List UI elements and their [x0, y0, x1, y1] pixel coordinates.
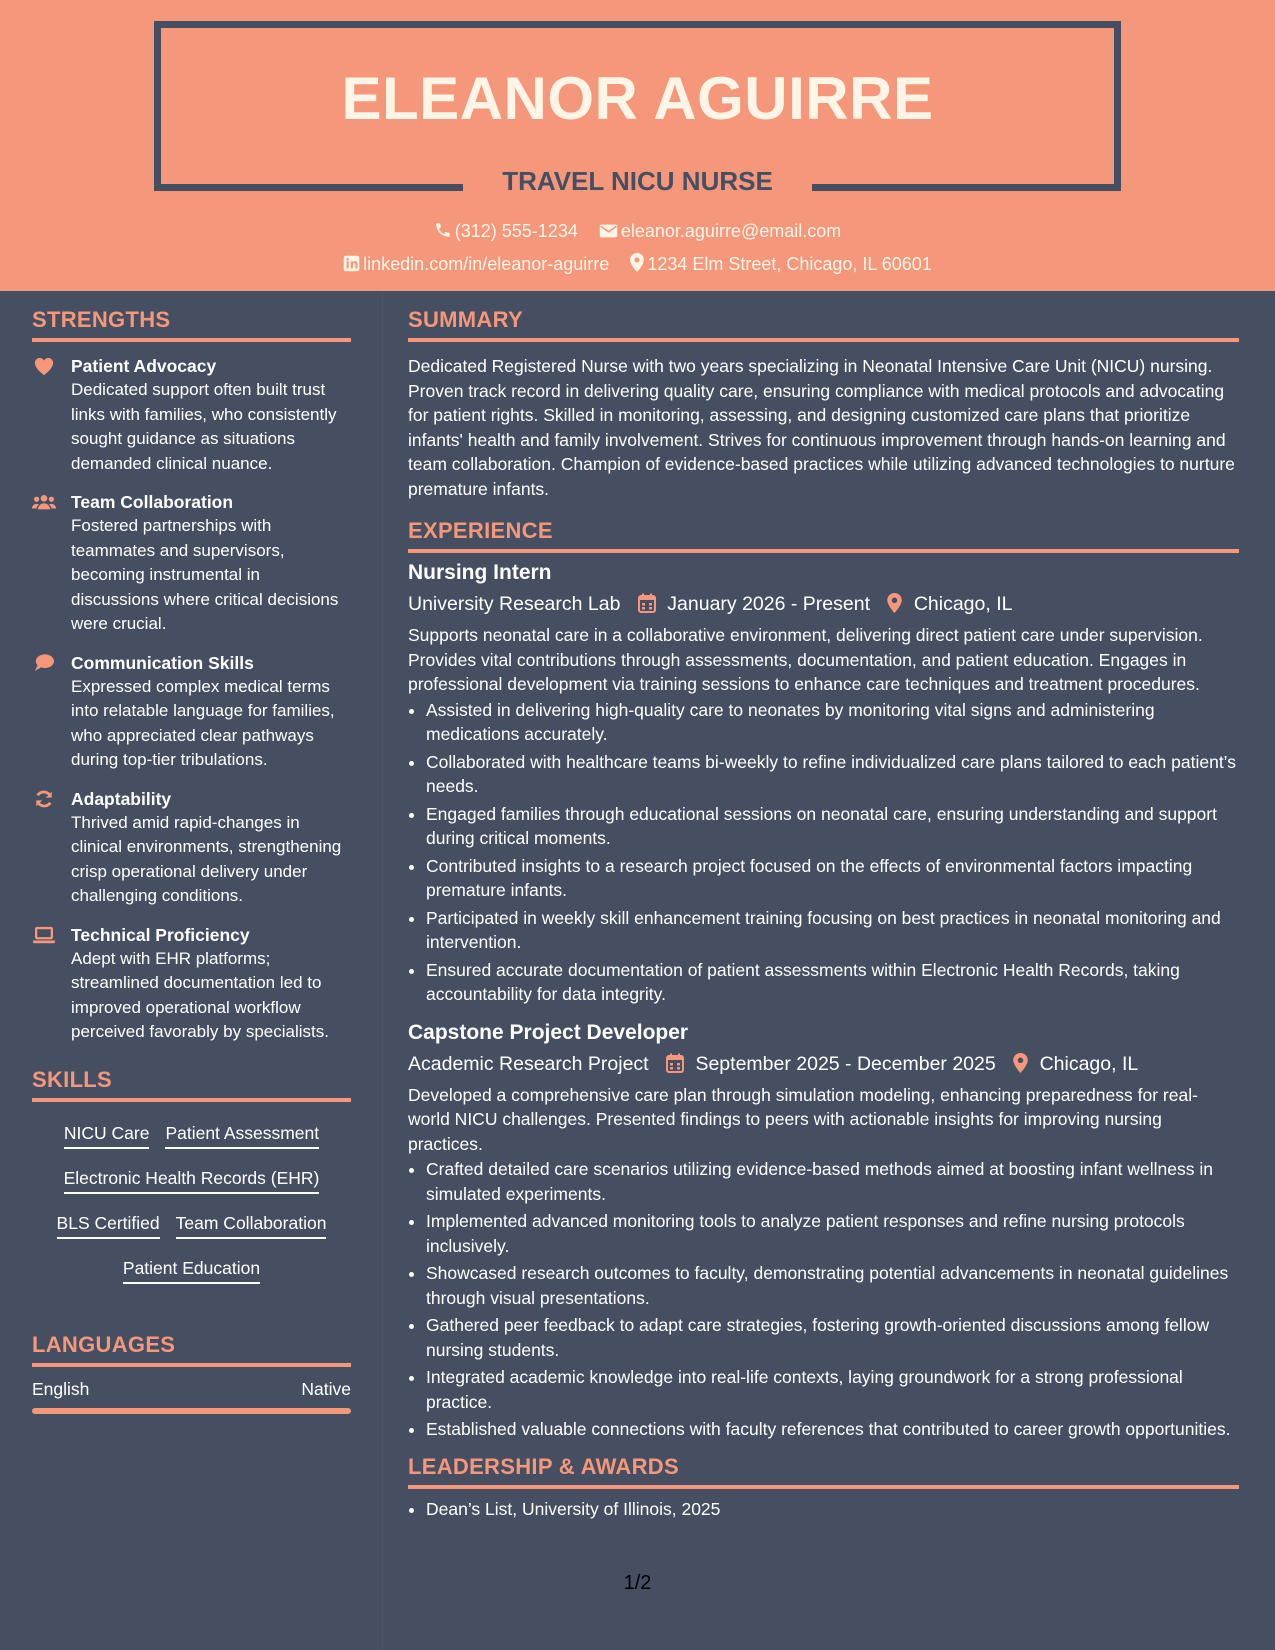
job-bullet: • Established valuable connections with faculty references that contributed to career growth opportunities. [426, 1417, 1239, 1442]
linkedin-icon [343, 255, 360, 272]
strength-item [32, 923, 351, 1045]
strength-item [32, 787, 351, 909]
job-bullet: • Ensured accurate documentation of patient assessments within Electronic Health Records, taking accountability for data integrity. [426, 958, 1239, 1007]
summary-heading: SUMMARY [408, 307, 1239, 342]
skill-tag: Electronic Health Records (EHR) [64, 1165, 320, 1194]
job-bullet: • Implemented advanced monitoring tools to analyze patient responses and refine nursing protocols inclusively. [426, 1209, 1239, 1258]
job-bullet: • Assisted in delivering high-quality care to neonates by monitoring vital signs and administering medications accurately. [426, 698, 1239, 747]
contact-row-2 [0, 253, 1275, 275]
job-bullet: • Engaged families through educational sessions on neonatal care, ensuring understanding and support during critical moments. [426, 802, 1239, 851]
calendar-icon [666, 1053, 684, 1073]
candidate-name: ELEANOR AGUIRRE [341, 65, 934, 132]
job-bullet: • Gathered peer feedback to adapt care strategies, fostering growth-oriented discussions among fellow nursing students. [426, 1313, 1239, 1362]
resume-header [0, 0, 1275, 291]
languages-heading: LANGUAGES [32, 1332, 351, 1367]
address-contact [630, 253, 932, 275]
job-org: University Research Lab [408, 593, 621, 615]
job-dates: January 2026 - Present [667, 593, 870, 615]
strength-item [32, 651, 351, 773]
map-pin-icon [1013, 1053, 1028, 1073]
strength-item [32, 490, 351, 637]
strength-desc: Expressed complex medical terms into relatable language for families, who appreciated clear pathways during top-tier tribulations. [71, 676, 335, 769]
experience-section [408, 518, 1239, 1442]
phone-icon [434, 221, 452, 239]
page-number: 1/2 [623, 1572, 652, 1594]
languages-section [32, 1332, 351, 1414]
job-location: Chicago, IL [1039, 1052, 1139, 1075]
skill-tag: NICU Care [64, 1120, 150, 1149]
strengths-heading: STRENGTHS [32, 307, 351, 342]
strength-item [32, 354, 351, 476]
job-org: Academic Research Project [408, 1052, 649, 1075]
strength-desc: Dedicated support often built trust links with families, who consistently sought guidance as situations demanded clinical nuance. [71, 380, 337, 473]
strength-desc: Fostered partnerships with teammates and supervisors, becoming instrumental in discussions where critical decisions were crucial. [71, 516, 339, 633]
map-pin-icon [630, 253, 644, 272]
strengths-section [32, 307, 351, 1045]
job-bullets [408, 698, 1239, 1007]
phone-text: (312) 555-1234 [454, 221, 578, 241]
leadership-section [408, 1454, 1239, 1522]
summary-text: Dedicated Registered Nurse with two years specializing in Neonatal Intensive Care Unit (NICU) nursing. Proven track record in delivering quality care, ensuring compliance with medical protocols and advocating for patient rights. Skilled in monitoring, assessing, and designing customized care plans that prioritize infants' health and family involvement. Strives for continuous improvement through hands-on learning and team collaboration. Champion of evidence-based practices while utilizing advanced technologies to nurture premature infants. [408, 356, 1235, 499]
users-icon [32, 492, 56, 512]
language-level: Native [301, 1378, 351, 1399]
skills-list [32, 1114, 351, 1300]
strength-title: Adaptability [71, 788, 172, 809]
job-role: Nursing Intern [408, 561, 552, 584]
experience-heading: EXPERIENCE [408, 518, 1239, 553]
right-column [408, 291, 1239, 1524]
leadership-list [408, 1497, 1239, 1522]
award-item: • Dean’s List, University of Illinois, 2025 [426, 1497, 1239, 1522]
speech-bubble-icon [32, 653, 56, 673]
phone-contact [434, 221, 578, 242]
job-bullet: • Contributed insights to a research project focused on the effects of environmental factors impacting premature infants. [426, 854, 1239, 903]
job-meta [408, 1049, 1239, 1079]
leadership-heading: LEADERSHIP & AWARDS [408, 1454, 1239, 1489]
envelope-icon [599, 223, 618, 239]
strength-desc: Thrived amid rapid-changes in clinical environments, strengthening crisp operational delivery under challenging conditions. [71, 812, 342, 905]
job-entry [408, 1019, 1239, 1442]
job-entry [408, 559, 1239, 1007]
skill-tag: Patient Assessment [165, 1120, 319, 1149]
language-name: English [32, 1378, 90, 1399]
email-contact[interactable] [599, 221, 841, 242]
left-column [32, 291, 351, 1414]
heart-icon [32, 356, 56, 376]
job-dates: September 2025 - December 2025 [695, 1052, 996, 1075]
job-location: Chicago, IL [913, 593, 1013, 615]
skill-tag: Team Collaboration [176, 1210, 327, 1239]
skill-tag: Patient Education [123, 1255, 260, 1284]
contact-row-1 [0, 221, 1275, 242]
job-bullet: • Collaborated with healthcare teams bi-weekly to refine individualized care plans tailored to each patient’s needs. [426, 750, 1239, 799]
column-divider [382, 291, 383, 1650]
email-text[interactable]: eleanor.aguirre@email.com [620, 221, 842, 241]
skill-tag: BLS Certified [57, 1210, 160, 1239]
strength-title: Technical Proficiency [71, 924, 250, 945]
refresh-icon [32, 789, 56, 809]
calendar-icon [638, 593, 656, 613]
laptop-icon [32, 925, 56, 945]
language-row [32, 1379, 351, 1400]
summary-section [408, 307, 1239, 501]
address-text: 1234 Elm Street, Chicago, IL 60601 [647, 254, 932, 274]
job-bullet: • Integrated academic knowledge into real-life contexts, laying groundwork for a strong professional practice. [426, 1365, 1239, 1414]
strength-desc: Adept with EHR platforms; streamlined documentation led to improved operational workflow perceived favorably by specialists. [71, 948, 329, 1041]
linkedin-contact[interactable] [343, 254, 609, 275]
job-role: Capstone Project Developer [408, 1020, 689, 1044]
job-bullet: • Showcased research outcomes to faculty, demonstrating potential advancements in neonatal guidelines through visual presentations. [426, 1261, 1239, 1310]
job-meta [408, 589, 1239, 619]
map-pin-icon [887, 593, 902, 613]
job-bullets [408, 1157, 1239, 1442]
job-description: Supports neonatal care in a collaborative environment, delivering direct patient care under supervision. Provides vital contributions through assessments, documentation, and patient education. Engages in professional development via training sessions to enhance care techniques and treatment procedures. [408, 625, 1203, 694]
job-description: Developed a comprehensive care plan through simulation modeling, enhancing preparedness for real-world NICU challenges. Presented findings to peers with actionable insights for improving nursing practices. [408, 1084, 1198, 1154]
strength-title: Communication Skills [71, 652, 254, 673]
job-title: TRAVEL NICU NURSE [502, 166, 773, 196]
strength-title: Patient Advocacy [71, 356, 217, 376]
job-bullet: • Participated in weekly skill enhancement training focusing on best practices in neonatal monitoring and intervention. [426, 906, 1239, 955]
language-level-bar [32, 1408, 351, 1414]
skills-section [32, 1067, 351, 1300]
linkedin-text[interactable]: linkedin.com/in/eleanor-aguirre [363, 254, 610, 274]
skills-heading: SKILLS [32, 1067, 351, 1102]
strength-title: Team Collaboration [71, 492, 234, 512]
job-bullet: • Crafted detailed care scenarios utilizing evidence-based methods aimed at boosting infant wellness in simulated experiments. [426, 1157, 1239, 1206]
